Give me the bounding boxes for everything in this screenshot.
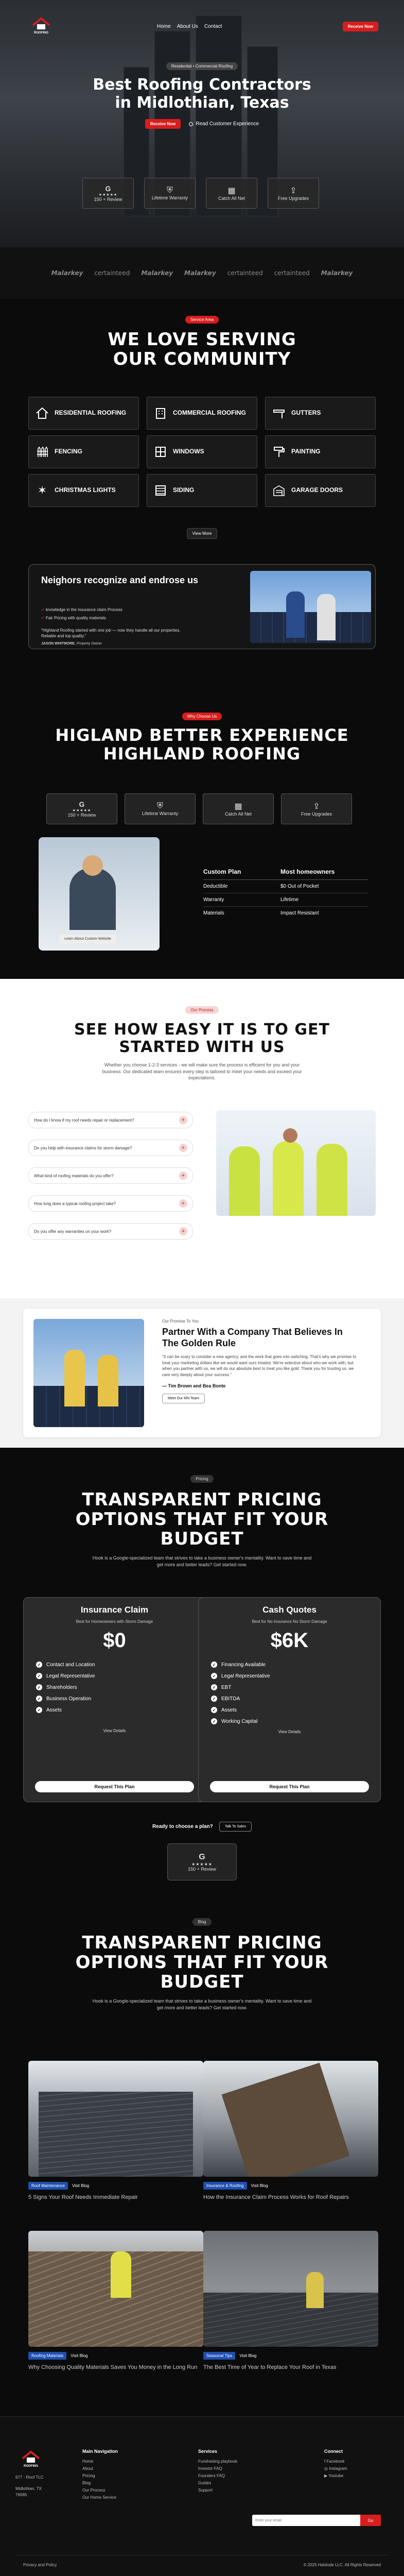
feature-label: Catch All Net	[218, 196, 245, 201]
paint-roller-icon	[272, 445, 286, 459]
blog-desc: Hook is a Google-specialized team that strives to take a business owner's mentality. Want to save time and get more and better leads? Get started now.	[92, 1998, 312, 2010]
blog-meta	[203, 2182, 378, 2190]
blog-image	[28, 2231, 203, 2347]
brand-name: ROOFING	[34, 31, 48, 35]
process-desc: Whether you choose 1-2-3 services - we will make sure the process is efficient for you and your business. Our dedicated team ensures every step is tailored to meet your needs and exceed your expectations.	[102, 1062, 302, 1081]
hero-primary-button[interactable]: Receive Now	[145, 119, 181, 129]
feature-reviews	[46, 793, 117, 824]
footer-link[interactable]: About	[82, 2466, 93, 2471]
check-icon: ✓	[211, 1718, 217, 1724]
stars-icon: ★★★★★	[72, 809, 92, 812]
blog-pill: Blog	[192, 1918, 211, 1926]
partner-logo: Malarkey	[321, 269, 353, 277]
feature-label: 150 + Review	[67, 812, 96, 818]
process-pill: Our Process	[185, 1006, 218, 1014]
hero-title: Best Roofing Contractors in Midlothian, Texas	[93, 76, 311, 112]
review-count: 150 + Review	[188, 1866, 216, 1872]
nav-link-contact[interactable]: Contact	[204, 24, 222, 29]
feature-text: Contact and Location	[46, 1662, 95, 1668]
visit-blog-link[interactable]: Visit Blog	[251, 2183, 268, 2188]
blog-image	[203, 2061, 378, 2177]
blog-tag[interactable]: Roofing Materials	[28, 2352, 66, 2360]
feature-net	[206, 178, 257, 209]
blog-header	[0, 1917, 404, 2011]
youtube-icon: ▶	[324, 2473, 329, 2478]
bullet-item	[41, 606, 122, 614]
plus-icon: +	[179, 1199, 187, 1208]
nav-links	[157, 24, 222, 29]
window-icon	[153, 445, 168, 459]
footer-link[interactable]: Support	[198, 2487, 213, 2493]
why-us-features	[46, 793, 352, 824]
why-us-section	[0, 711, 404, 979]
why-us-pill: Why Choose Us	[182, 713, 222, 720]
blog-post-title[interactable]: 5 Signs Your Roof Needs Immediate Repair	[28, 2194, 138, 2200]
footer-services-column	[198, 2448, 237, 2494]
service-card[interactable]	[28, 397, 139, 430]
testimonial-author-line	[41, 642, 102, 646]
service-label: CHRISTMAS LIGHTS	[55, 486, 116, 494]
request-plan-button[interactable]: Request This Plan	[210, 1781, 369, 1792]
footer-brand	[15, 2448, 46, 2498]
faq-question: Do you offer any warranties on your work?	[34, 1229, 112, 1234]
feature-text: Working Capital	[221, 1718, 258, 1724]
service-card[interactable]	[147, 435, 257, 468]
view-more-button[interactable]: View More	[187, 528, 218, 539]
table-cell: Materials	[203, 910, 224, 916]
blog-card[interactable]	[203, 2231, 378, 2371]
check-icon: ✓	[36, 1673, 42, 1679]
footer-link[interactable]: Fundraising playbook	[198, 2459, 238, 2464]
list-item	[36, 1696, 205, 1702]
net-icon: ▦	[234, 802, 242, 811]
testimonial-role: , Property Owner	[74, 642, 102, 646]
plan-subtitle: Best for No Insurance No Storm Damage	[252, 1619, 327, 1624]
blog-image	[203, 2231, 378, 2347]
promise-title: Partner With a Company That Believes In The Golden Rule	[162, 1327, 343, 1348]
process-header	[0, 1005, 404, 1081]
feature-text: Financing Available	[221, 1662, 266, 1668]
blog-post-title[interactable]: The Best Time of Year to Replace Your Roof in Texas	[203, 2364, 337, 2370]
why-us-title: HIGLAND BETTER EXPERIENCE HIGHLAND ROOFING	[55, 725, 349, 764]
nav-link-about[interactable]: About Us	[177, 24, 198, 29]
footer-link[interactable]: Home	[82, 2459, 94, 2464]
services-header	[0, 314, 404, 369]
blog-post-title[interactable]: How the Insurance Claim Process Works for Roof Repairs	[203, 2194, 349, 2200]
photo-button[interactable]: Learn About Custom Website	[59, 935, 116, 943]
blog-meta	[203, 2352, 378, 2360]
faq-item[interactable]	[28, 1167, 193, 1184]
partner-logo: certainteed	[274, 269, 310, 277]
hero-badge: Residential • Commercial Roofing	[166, 62, 238, 70]
email-input[interactable]	[252, 2515, 360, 2526]
social-label: Youtube	[328, 2473, 344, 2478]
feature-text: EBITDA	[221, 1696, 240, 1702]
pricing-pill: Pricing	[190, 1475, 213, 1483]
blog-tag[interactable]: Insurance & Roofing	[203, 2182, 247, 2190]
testimonial-bullets	[41, 606, 122, 622]
plan-name: Cash Quotes	[262, 1605, 317, 1615]
table-cell: Warranty	[203, 897, 224, 903]
upgrade-icon: ⇪	[290, 187, 297, 195]
view-details-link[interactable]: View Details	[103, 1728, 126, 1733]
check-icon: ✔	[41, 616, 45, 620]
roof-logo-icon	[32, 17, 50, 30]
testimonial-title: Neighors recognize and endrose us	[41, 575, 199, 585]
nav-link-home[interactable]: Home	[157, 24, 171, 29]
service-card[interactable]	[147, 474, 257, 507]
faq-item[interactable]	[28, 1140, 193, 1156]
feature-text: Legal Representative	[46, 1673, 95, 1679]
blog-tag[interactable]: Seasonal Tips	[203, 2352, 235, 2360]
hero-features	[82, 178, 319, 209]
shield-icon: ⛨	[156, 802, 163, 810]
service-label: RESIDENTIAL ROOFING	[55, 409, 127, 417]
feature-net	[203, 793, 274, 824]
footer-link[interactable]: Pricing	[82, 2473, 95, 2478]
plan-name: Insurance Claim	[80, 1605, 149, 1615]
service-label: GARAGE DOORS	[291, 486, 343, 494]
hero-content	[0, 61, 404, 129]
stars-icon: ★★★★★	[98, 193, 118, 197]
top-nav	[0, 0, 404, 52]
address-line: 677 - Roof TLC	[15, 2475, 44, 2480]
blog-card[interactable]	[203, 2061, 378, 2201]
service-card[interactable]	[28, 435, 139, 468]
google-icon: G	[199, 1852, 205, 1861]
list-item	[211, 1662, 380, 1668]
plus-icon: +	[179, 1144, 187, 1152]
check-icon: ✓	[36, 1707, 42, 1713]
check-icon: ✓	[211, 1684, 217, 1690]
nav-cta-button[interactable]: Receive Now	[343, 22, 378, 31]
pricing-card	[198, 1597, 381, 1802]
footer-column-title: Services	[198, 2449, 218, 2454]
blog-card[interactable]	[28, 2231, 203, 2371]
service-label: SIDING	[173, 486, 195, 494]
footer	[0, 2416, 404, 2576]
footer-link[interactable]: Guides	[198, 2480, 212, 2485]
footer-link[interactable]: Blog	[82, 2480, 91, 2485]
partner-logo: certainteed	[227, 269, 263, 277]
testimonial-quote: "Highland Roofing started with one job — now they handle all our properties. Reliable and top quality."	[41, 628, 181, 639]
siding-icon	[153, 483, 168, 498]
table-row	[203, 893, 368, 907]
table-cell: Deductible	[203, 884, 228, 889]
column-header: Most homeowners	[280, 868, 335, 875]
check-icon: ✔	[41, 607, 45, 612]
footer-social-link[interactable]	[324, 2465, 347, 2472]
comparison-table	[203, 868, 368, 920]
privacy-link[interactable]: Privacy and Policy	[23, 2563, 57, 2567]
services-more-row	[0, 528, 404, 539]
subscribe-button[interactable]: Go	[360, 2515, 381, 2526]
brand-name: ROOFING	[24, 2465, 38, 2468]
plan-subtitle: Best for Homeowners with Storm Damage	[76, 1619, 153, 1624]
feature-text: Legal Representative	[221, 1673, 270, 1679]
blog-image	[28, 2061, 203, 2177]
visit-blog-link[interactable]: Visit Blog	[239, 2353, 257, 2358]
services-section	[0, 299, 404, 567]
faq-question: Do you help with insurance claims for storm damage?	[34, 1145, 132, 1150]
promise-section	[0, 1298, 404, 1448]
plan-features	[211, 1662, 380, 1724]
feature-text: EBT	[221, 1684, 232, 1690]
hero-section	[0, 0, 404, 247]
footer-link[interactable]: Founders FAQ	[198, 2473, 225, 2478]
feature-label: Lifetime Warranty	[142, 811, 179, 816]
service-card[interactable]	[265, 397, 376, 430]
review-badge	[167, 1843, 237, 1880]
feature-warranty	[144, 178, 196, 209]
meet-team-button[interactable]: Meet Our MN Team	[162, 1394, 205, 1403]
plus-icon: +	[179, 1227, 187, 1235]
feature-upgrades	[268, 178, 319, 209]
service-label: PAINTING	[291, 448, 321, 455]
gutter-icon	[272, 406, 286, 420]
promise-card	[23, 1309, 381, 1437]
footer-address	[15, 2475, 46, 2498]
google-icon: G	[105, 184, 111, 193]
partner-logos-strip	[0, 247, 404, 299]
check-icon: ✓	[36, 1662, 42, 1668]
blog-card[interactable]	[28, 2061, 203, 2201]
upgrade-icon: ⇪	[313, 802, 320, 811]
list-item	[211, 1718, 380, 1724]
visit-blog-link[interactable]: Visit Blog	[71, 2353, 88, 2358]
feature-upgrades	[281, 793, 352, 824]
newsletter-form	[252, 2515, 381, 2526]
ready-row	[0, 1822, 404, 1832]
partner-logo: Malarkey	[184, 269, 216, 277]
feature-label: Catch All Net	[224, 811, 252, 817]
hero-cta-row	[0, 119, 404, 129]
services-title: WE LOVE SERVING OUR COMMUNITY	[108, 329, 296, 370]
testimonial-author: JASON WHITMORE	[41, 642, 75, 646]
footer-link[interactable]: Our Home Service	[82, 2495, 116, 2500]
feature-reviews	[82, 178, 134, 209]
google-icon: G	[79, 800, 85, 808]
footer-social-link[interactable]	[324, 2472, 347, 2480]
partner-logo: certainteed	[94, 269, 130, 277]
pricing-header	[0, 1473, 404, 1568]
star-icon: ✶	[37, 484, 47, 497]
services-pill: Service Area	[185, 316, 219, 324]
list-item	[211, 1696, 380, 1702]
solar-photo	[33, 1319, 144, 1427]
pricing-desc: Hook is a Google-specialized team that strives to take a business owner's mentality. Want to save time and get more and better leads? Get started now.	[92, 1555, 312, 1567]
bullet-text: knowledge in the insurance claim Process	[45, 607, 122, 612]
blog-post-title[interactable]: Why Choosing Quality Materials Saves You Money in the Long Run	[28, 2364, 198, 2370]
feature-warranty	[125, 793, 196, 824]
brand-logo[interactable]	[26, 14, 57, 37]
footer-nav-column	[82, 2448, 118, 2501]
blog-meta	[28, 2182, 203, 2190]
visit-blog-link[interactable]: Visit Blog	[72, 2183, 90, 2188]
table-cell: Lifetime	[280, 897, 299, 903]
address-line	[15, 2481, 46, 2486]
faq-question: How long does a typical roofing project take?	[34, 1201, 116, 1206]
roof-logo-icon	[22, 2450, 40, 2464]
service-card[interactable]	[265, 474, 376, 507]
promise-content	[162, 1319, 358, 1403]
list-item	[211, 1707, 380, 1713]
service-card[interactable]	[28, 474, 139, 507]
faq-item[interactable]	[28, 1223, 193, 1240]
list-item	[211, 1684, 380, 1690]
footer-column-title: Main Navigation	[82, 2449, 118, 2454]
table-cell: Impact Resistant	[280, 910, 319, 916]
worker-photo	[39, 837, 160, 951]
list-item	[36, 1684, 205, 1690]
plan-price: $6K	[270, 1629, 309, 1652]
footer-link[interactable]: Our Process	[82, 2487, 106, 2493]
plan-price: $0	[103, 1629, 126, 1652]
promise-body: "It can be scary to consider a new agency, and the work that goes into switching. That's why we promise to treat your marketing dollars like we would want ours treated. We're selective about who we work with, but when you partner with us, we will do our absolute best to treat you like gold. Thank you for trusting us, we care very deeply about your success."	[162, 1354, 357, 1377]
shield-icon: ⛨	[166, 186, 173, 195]
social-label: Facebook	[326, 2459, 345, 2464]
process-title: SEE HOW EASY IT IS TO GET STARTED WITH US	[74, 1021, 330, 1056]
facebook-icon: f	[324, 2459, 327, 2464]
faq-item[interactable]	[28, 1195, 193, 1212]
feature-text: Shareholders	[46, 1684, 77, 1690]
plus-icon: +	[179, 1116, 187, 1124]
net-icon: ▦	[227, 187, 236, 195]
copyright: © 2025 Halslode LLC. All Rights Reserved	[303, 2563, 381, 2567]
process-section	[0, 979, 404, 1298]
address-line: Midlothian, TX	[15, 2486, 42, 2491]
blog-section	[0, 1906, 404, 2411]
bullet-text: Fair Pricing with quality materials	[45, 616, 106, 620]
fence-icon	[35, 445, 49, 459]
list-item	[36, 1707, 205, 1713]
bullet-item	[41, 614, 122, 622]
list-item	[36, 1673, 205, 1679]
partner-logo: Malarkey	[51, 269, 83, 277]
view-details-link[interactable]: View Details	[278, 1730, 301, 1734]
table-row	[203, 907, 368, 920]
why-us-header	[0, 711, 404, 764]
footer-link[interactable]: Investor FAQ	[198, 2466, 222, 2471]
footer-connect-column	[324, 2448, 347, 2480]
building-icon	[153, 406, 168, 420]
faq-question: What kind of roofing materials do you offer?	[34, 1173, 114, 1178]
blog-tag[interactable]: Roof Maintenance	[28, 2182, 68, 2190]
service-label: COMMERCIAL ROOFING	[173, 409, 246, 417]
hero-secondary-label: Read Customer Experience	[196, 121, 259, 127]
service-card[interactable]	[265, 435, 376, 468]
pricing-card	[23, 1597, 206, 1802]
ready-text: Ready to choose a plan?	[152, 1824, 213, 1829]
feature-text: Business Operation	[46, 1696, 92, 1702]
feature-label: 150 + Review	[94, 197, 122, 202]
feature-label: Free Upgrades	[277, 196, 309, 201]
blog-meta	[28, 2352, 203, 2360]
footer-social-link[interactable]	[324, 2458, 347, 2465]
feature-label: Free Upgrades	[301, 811, 332, 817]
promise-signature: — Tim Brown and Bea Bonte	[162, 1383, 226, 1388]
service-label: WINDOWS	[173, 448, 204, 455]
talk-to-sales-button[interactable]: Talk To Sales	[219, 1822, 252, 1832]
footer-column-title: Connect	[324, 2449, 343, 2454]
hero-secondary-link[interactable]	[189, 121, 259, 127]
request-plan-button[interactable]: Request This Plan	[35, 1781, 194, 1792]
team-photo	[216, 1110, 376, 1216]
instagram-icon: ◎	[324, 2466, 329, 2471]
house-icon	[35, 406, 49, 420]
service-label: GUTTERS	[291, 409, 321, 417]
feature-text: Assets	[221, 1707, 237, 1713]
stars-icon: ★★★★★	[191, 1861, 213, 1867]
list-item	[211, 1673, 380, 1679]
promise-eyebrow: Our Promise To You	[162, 1319, 199, 1324]
check-icon: ✓	[211, 1696, 217, 1702]
social-label: Instagram	[329, 2466, 347, 2471]
partner-logo: Malarkey	[141, 269, 173, 277]
solar-team-photo	[250, 571, 371, 643]
check-icon: ✓	[211, 1662, 217, 1668]
feature-text: Assets	[46, 1707, 62, 1713]
faq-question: How do I know if my roof needs repair or replacement?	[34, 1117, 134, 1123]
list-item	[36, 1662, 205, 1668]
testimonial-card	[28, 564, 376, 649]
table-cell: $0 Out of Pocket	[280, 884, 319, 889]
address-line: 76065	[15, 2493, 27, 2497]
service-card[interactable]	[147, 397, 257, 430]
faq-item[interactable]	[28, 1112, 193, 1128]
plus-icon: +	[179, 1172, 187, 1180]
comparison-header	[203, 868, 368, 880]
testimonial-section	[0, 564, 404, 667]
plan-features	[36, 1662, 205, 1713]
pricing-title: TRANSPARENT PRICING OPTIONS THAT FIT YOUR BUDGET	[75, 1489, 329, 1550]
feature-label: Lifetime Warranty	[151, 195, 188, 200]
circle-icon	[189, 122, 193, 126]
check-icon: ✓	[36, 1696, 42, 1702]
blog-title: TRANSPARENT PRICING OPTIONS THAT FIT YOUR BUDGET	[75, 1933, 329, 1993]
check-icon: ✓	[36, 1684, 42, 1690]
footer-logo[interactable]	[15, 2448, 46, 2470]
check-icon: ✓	[211, 1673, 217, 1679]
check-icon: ✓	[211, 1707, 217, 1713]
table-row	[203, 880, 368, 893]
column-header: Custom Plan	[203, 868, 241, 875]
garage-icon	[272, 483, 286, 498]
service-label: FENCING	[55, 448, 82, 455]
